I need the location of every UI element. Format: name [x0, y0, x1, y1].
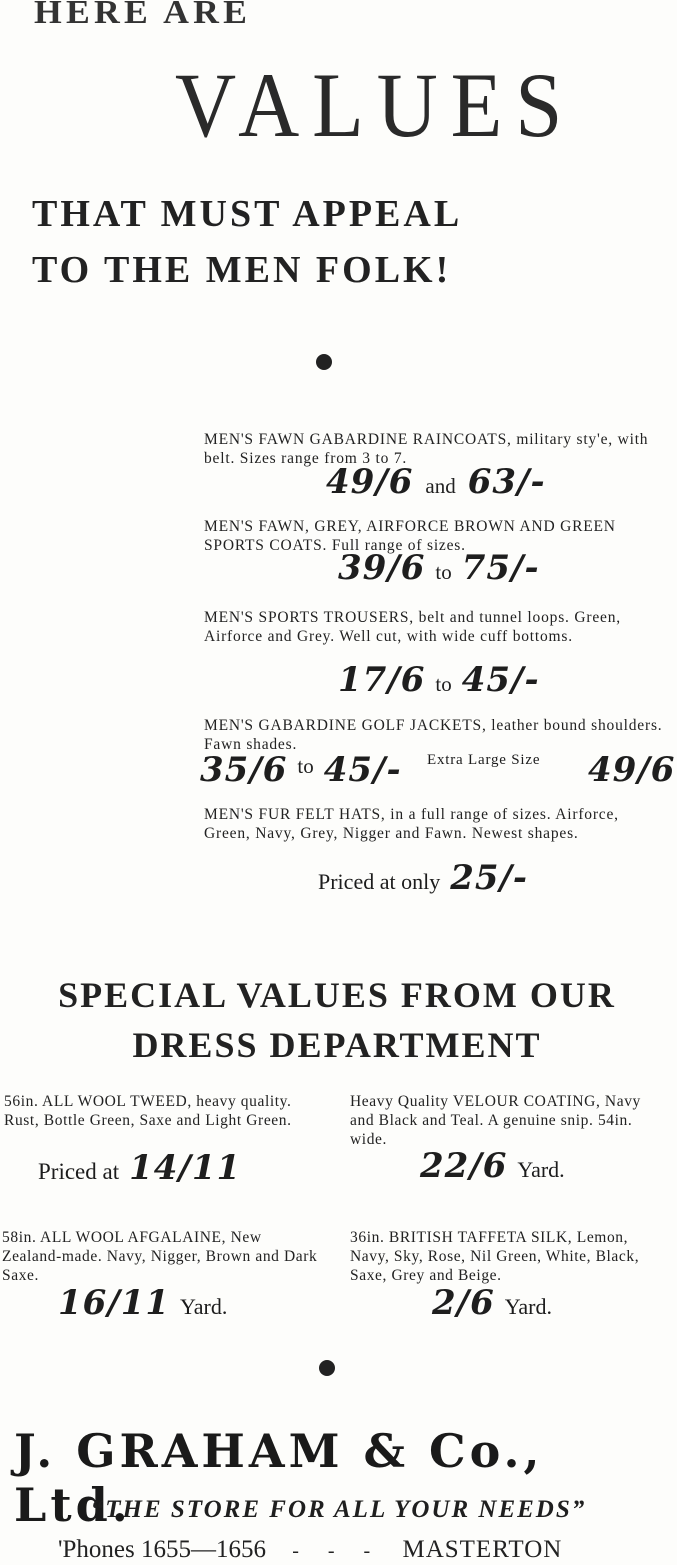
- price-row-sports-coats: [338, 548, 540, 588]
- headline-here-are: HERE ARE: [34, 0, 252, 31]
- price: 22/6: [420, 1146, 508, 1186]
- price-row-taffeta: [432, 1283, 552, 1323]
- price-row-tweed: [38, 1148, 241, 1188]
- price: 45/-: [461, 660, 540, 700]
- price-row-afgalaine: [58, 1283, 227, 1323]
- price: 35/6: [200, 750, 288, 790]
- store-slogan: “THE STORE FOR ALL YOUR NEEDS”: [90, 1496, 587, 1523]
- price-connector: and: [425, 474, 456, 498]
- item-description: MEN'S FAWN GABARDINE RAINCOATS, military sty'e, with belt. Sizes range from 3 to 7.: [204, 431, 649, 467]
- item-description: MEN'S FAWN, GREY, AIRFORCE BROWN AND GREEN SPORTS COATS. Full range of sizes.: [204, 518, 616, 554]
- item-description: 56in. ALL WOOL TWEED, heavy quality. Rust, Bottle Green, Saxe and Light Green.: [4, 1093, 292, 1129]
- price-unit: Yard.: [504, 1294, 553, 1319]
- dress-item-tweed: [4, 1092, 322, 1130]
- separator-dashes: - - -: [292, 1540, 383, 1562]
- price-label: Priced at only: [318, 869, 441, 894]
- price: 14/11: [129, 1148, 242, 1188]
- extra-size-label: Extra Large Size: [427, 752, 541, 768]
- price: 45/-: [323, 750, 402, 790]
- price: 16/11: [58, 1283, 171, 1323]
- price-unit: Yard.: [180, 1294, 228, 1319]
- price-connector: to: [435, 672, 452, 696]
- price: 25/-: [450, 858, 529, 898]
- contact-line: [58, 1536, 562, 1564]
- bullet-divider-top: [316, 354, 332, 370]
- price: 39/6: [338, 548, 426, 588]
- dress-item-velour: [350, 1092, 668, 1149]
- price: 49/6: [326, 462, 414, 502]
- item-fur-felt-hats: [204, 805, 670, 843]
- price: 2/6: [432, 1283, 495, 1323]
- item-description: Heavy Quality VELOUR COATING, Navy and Black and Teal. A genuine snip. 54in. wide.: [350, 1093, 641, 1148]
- price-unit: Yard.: [517, 1157, 565, 1182]
- price: 17/6: [338, 660, 426, 700]
- price-connector: to: [297, 754, 314, 778]
- bullet-divider-bottom: [319, 1360, 335, 1376]
- price-connector: to: [435, 560, 452, 584]
- price: 75/-: [461, 548, 540, 588]
- headline-must-appeal: THAT MUST APPEAL: [32, 193, 463, 235]
- item-sports-trousers: [204, 608, 670, 646]
- price-row-hats: [318, 858, 528, 898]
- town-name: MASTERTON: [402, 1536, 563, 1563]
- item-description: MEN'S FUR FELT HATS, in a full range of sizes. Airforce, Green, Navy, Grey, Nigger and Fawn. Newest shapes.: [204, 806, 619, 842]
- price-row-sports-trousers: [338, 660, 540, 700]
- item-golf-jackets: [204, 716, 670, 754]
- dress-item-afgalaine: [2, 1228, 320, 1285]
- item-description: 58in. ALL WOOL AFGALAINE, New Zealand-made. Navy, Nigger, Brown and Dark Saxe.: [2, 1229, 318, 1284]
- extra-size-price: 49/6: [588, 750, 676, 790]
- headline-values: VALUES: [175, 54, 576, 156]
- phone-numbers: 'Phones 1655—1656: [58, 1536, 266, 1563]
- price-row-velour: [420, 1146, 565, 1186]
- dress-item-taffeta: [350, 1228, 668, 1285]
- company-name: J. GRAHAM & Co., Ltd.: [14, 1424, 544, 1532]
- price: 63/-: [467, 462, 546, 502]
- price-label: Priced at: [38, 1159, 120, 1184]
- item-description: MEN'S SPORTS TROUSERS, belt and tunnel loops. Green, Airforce and Grey. Well cut, with wide cuff bottoms.: [204, 609, 621, 645]
- price-row-raincoats: [326, 462, 546, 502]
- item-description: 36in. BRITISH TAFFETA SILK, Lemon, Navy, Sky, Rose, Nil Green, White, Black, Saxe, Grey and Beige.: [350, 1229, 640, 1284]
- headline-men-folk: TO THE MEN FOLK!: [32, 249, 452, 291]
- item-description: MEN'S GABARDINE GOLF JACKETS, leather bound shoulders. Fawn shades.: [204, 717, 663, 753]
- price-row-golf-jackets: [200, 750, 402, 790]
- section-title-dress: SPECIAL VALUES FROM OUR DRESS DEPARTMENT: [58, 975, 616, 1065]
